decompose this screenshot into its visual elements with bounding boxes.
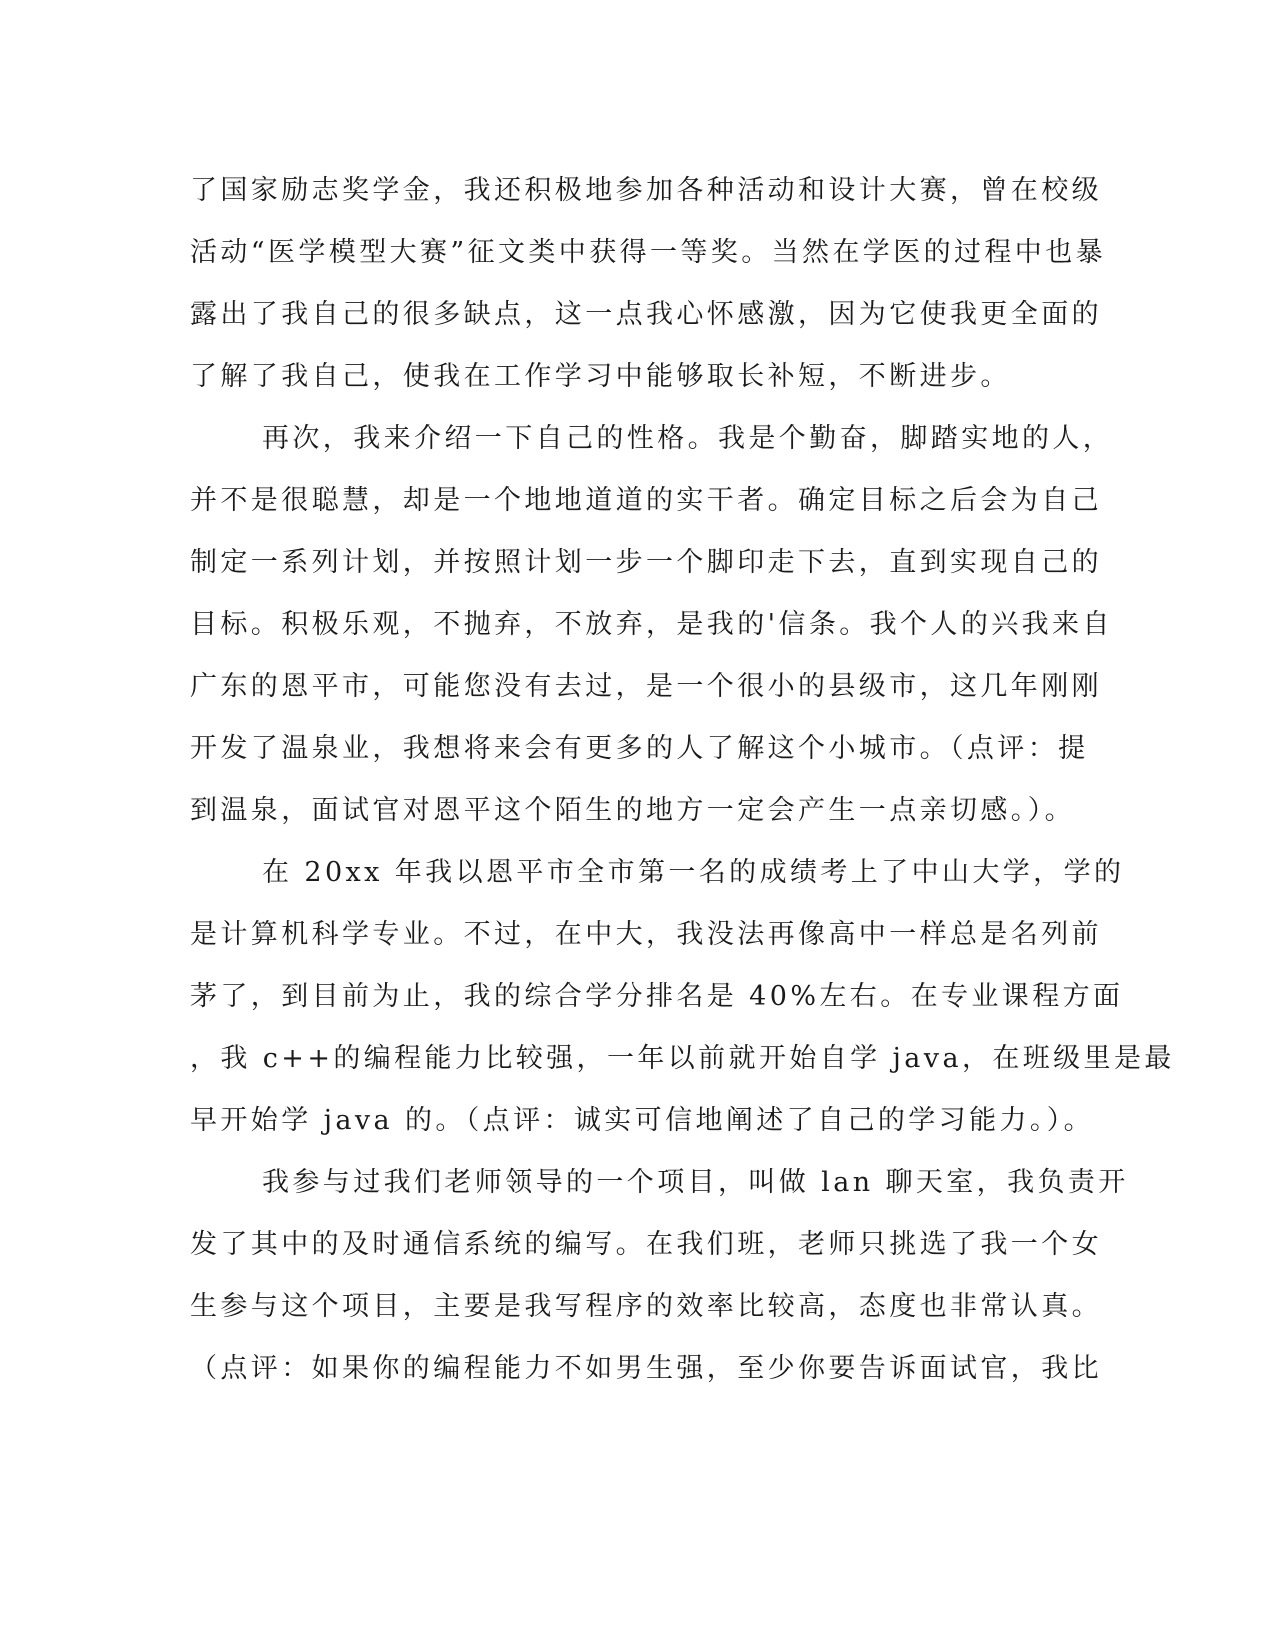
text-line: 发了其中的及时通信系统的编写。在我们班，老师只挑选了我一个女	[190, 1229, 1102, 1260]
text-line: 制定一系列计划，并按照计划一步一个脚印走下去，直到实现自己的	[190, 547, 1102, 578]
text-line: （点评：如果你的编程能力不如男生强，至少你要告诉面试官，我比	[190, 1353, 1102, 1384]
text-line: 了解了我自己，使我在工作学习中能够取长补短，不断进步。	[190, 361, 1011, 392]
text-line: 目标。积极乐观，不抛弃，不放弃，是我的'信条。我个人的兴我来自	[190, 609, 1113, 640]
text-line: 并不是很聪慧，却是一个地地道道的实干者。确定目标之后会为自己	[190, 485, 1102, 516]
text-line: 活动“医学模型大赛”征文类中获得一等奖。当然在学医的过程中也暴	[190, 237, 1107, 268]
text-line: 开发了温泉业，我想将来会有更多的人了解这个小城市。（点评：提	[190, 733, 1089, 764]
body-text	[190, 160, 1175, 1400]
paragraph-start-line: 在 20xx 年我以恩平市全市第一名的成绩考上了中山大学，学的	[262, 857, 1125, 888]
text-line: 茅了，到目前为止，我的综合学分排名是 40%左右。在专业课程方面	[190, 981, 1124, 1012]
paragraph-start-line: 再次，我来介绍一下自己的性格。我是个勤奋，脚踏实地的人，	[262, 423, 1114, 454]
text-line: 露出了我自己的很多缺点，这一点我心怀感激，因为它使我更全面的	[190, 299, 1102, 330]
paragraph-start-line: 我参与过我们老师领导的一个项目，叫做 lan 聊天室，我负责开	[262, 1167, 1129, 1198]
text-line: 是计算机科学专业。不过，在中大，我没法再像高中一样总是名列前	[190, 919, 1102, 950]
text-line: 了国家励志奖学金，我还积极地参加各种活动和设计大赛，曾在校级	[190, 175, 1102, 206]
text-line: 广东的恩平市，可能您没有去过，是一个很小的县级市，这几年刚刚	[190, 671, 1102, 702]
text-line: 到温泉，面试官对恩平这个陌生的地方一定会产生一点亲切感。）。	[190, 795, 1075, 826]
text-line: 早开始学 java 的。（点评：诚实可信地阐述了自己的学习能力。）。	[190, 1105, 1095, 1136]
text-line: ，我 c++的编程能力比较强，一年以前就开始自学 java，在班级里是最	[190, 1043, 1175, 1074]
text-line: 生参与这个项目，主要是我写程序的效率比较高，态度也非常认真。	[190, 1291, 1102, 1322]
